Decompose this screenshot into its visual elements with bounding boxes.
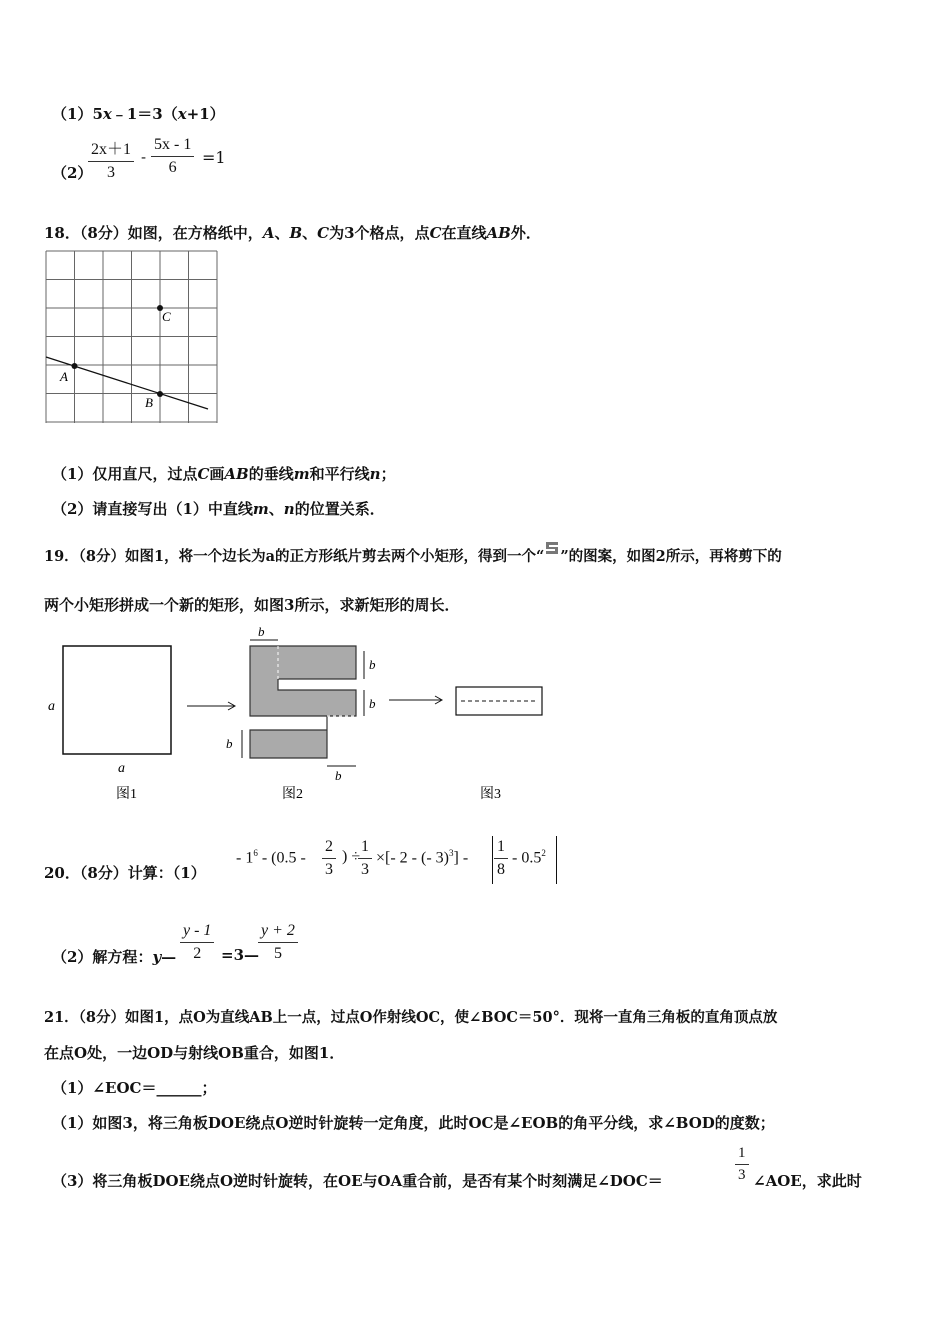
q20-fraction-2	[358, 838, 372, 879]
q18-sep1: 、	[274, 224, 290, 242]
q17-equals: =1	[202, 148, 226, 167]
q18-sub2-a: （2）请直接写出（1）中直线	[52, 500, 253, 518]
q18-sub1	[52, 463, 396, 484]
q17-p1-var2: x	[177, 105, 187, 123]
q17-p1-prefix: （1）	[52, 105, 93, 123]
q18-sub2-b: 、	[268, 500, 284, 518]
q17-p1-c: ﹣1＝3（	[111, 105, 178, 123]
q18-sub1-c: 的垂线	[248, 465, 294, 483]
q21-line1: 21．（8分）如图1，点O为直线AB上一点，过点O作射线OC，使∠BOC＝50°．现将一直角三角板的直角顶点放	[44, 1009, 778, 1026]
q20-abs-right-bar	[556, 836, 557, 884]
point-b	[157, 391, 163, 397]
q21-f-num: 1	[735, 1145, 749, 1165]
dim-b-bottom-label: b	[335, 768, 342, 783]
q17-f2-den: 6	[168, 159, 177, 176]
q17-p1-var: x	[102, 105, 112, 123]
q18-text-b: 为3个格点，点	[329, 224, 430, 242]
q20-g1-den: 2	[193, 945, 202, 962]
q18-sub1-m: m	[293, 465, 310, 483]
q17-f2-num: 5x - 1	[151, 136, 194, 157]
q20-f2-num: 1	[358, 838, 372, 859]
q20-head: 20．（8分）计算：（1）	[44, 864, 206, 882]
q20-fraction-4	[180, 922, 214, 963]
q17-part1	[52, 103, 225, 124]
q20-f3-num: 1	[494, 838, 508, 859]
q20-expr-3	[512, 848, 546, 867]
q20-e1: - 1	[236, 849, 254, 867]
q17-minus: -	[141, 148, 147, 166]
q19-line1-b: ”的图案，如图2所示，再将剪下的	[560, 548, 782, 565]
q17-f1-den: 3	[107, 164, 115, 181]
q20-e6: - 0.5	[512, 849, 542, 867]
q20-p2-c: =3—	[221, 946, 260, 964]
q18-var-c2: C	[429, 224, 442, 242]
q18-var-a: A	[262, 224, 275, 242]
q18-text-d: 外．	[510, 224, 541, 242]
q18-sub2-n: n	[283, 500, 295, 518]
q18-sep2: 、	[302, 224, 318, 242]
q20-g2-num: y + 2	[258, 922, 298, 943]
q20-e5: ] -	[453, 849, 469, 867]
q17-p1-e: +1）	[186, 105, 225, 123]
q19-line1	[44, 545, 782, 566]
q20-e3: ) ÷	[342, 848, 361, 865]
fig3-label: 图3	[480, 787, 501, 802]
q18-var-c: C	[317, 224, 330, 242]
q18-sub1-e: ；	[380, 465, 396, 483]
q18-stem	[44, 222, 541, 243]
q18-sub1-n: n	[369, 465, 381, 483]
q20-g1-num: y - 1	[180, 922, 214, 943]
label-b: B	[145, 395, 153, 410]
q20-expr-1	[236, 848, 306, 867]
q18-var-b: B	[289, 224, 303, 242]
q17-f1-num: 2x＋1	[88, 136, 134, 162]
q18-text-c: 在直线	[441, 224, 487, 242]
fig1-square	[63, 646, 171, 754]
q18-sub1-d: 和平行线	[309, 465, 370, 483]
q18-sub2-c: 的位置关系．	[294, 500, 385, 518]
q20-fraction-5	[258, 922, 298, 963]
q18-sub2-m: m	[252, 500, 269, 518]
fig2-s-shape	[250, 646, 356, 758]
q21-f-den: 3	[738, 1167, 746, 1183]
q21-sub3-b: ∠AOE，求此时	[753, 1172, 862, 1190]
q20-e4-sup: 3	[449, 848, 454, 858]
point-a	[72, 363, 78, 369]
fig1-label: 图1	[116, 787, 137, 802]
q20-e4: ×[- 2 - (- 3)	[376, 849, 449, 867]
q21-sub2: （1）如图3，将三角板DOE绕点O逆时针旋转一定角度，此时OC是∠EOB的角平分线，求∠BOD的度数；	[52, 1114, 775, 1132]
q21-sub3-a: （3）将三角板DOE绕点O逆时针旋转，在OE与OA重合前，是否有某个时刻满足∠DOC＝	[52, 1172, 663, 1190]
q20-f2-den: 3	[361, 861, 369, 878]
q20-p2-a: （2）解方程：	[52, 948, 153, 966]
q20-part2	[52, 946, 176, 967]
q20-f3-den: 8	[497, 861, 505, 878]
q17-p1-a: 5	[92, 105, 103, 123]
q20-fraction-3	[494, 838, 508, 879]
q18-sub2	[52, 498, 385, 519]
q20-e1-sup: 6	[253, 848, 258, 858]
q20-fraction-1	[322, 838, 336, 879]
q21-fraction	[735, 1145, 749, 1184]
dim-b-top-label: b	[258, 624, 265, 639]
q20-p2-b: —	[161, 948, 177, 966]
q20-f1-den: 3	[325, 861, 333, 878]
fig1-label-a-bottom: a	[118, 761, 125, 776]
q20-g2-den: 5	[273, 945, 282, 962]
q17-part2-prefix: （2）	[52, 164, 93, 182]
q19-line2: 两个小矩形拼成一个新的矩形，如图3所示，求新矩形的周长．	[44, 596, 460, 614]
q19-line1-a: 19．（8分）如图1，将一个边长为a的正方形纸片剪去两个小矩形，得到一个“	[44, 548, 545, 565]
q19-figures	[44, 622, 564, 808]
q20-e2: - (0.5 -	[257, 849, 306, 867]
s-shape-icon	[544, 541, 560, 555]
fig2-label: 图2	[282, 787, 303, 802]
q18-var-ab: AB	[486, 224, 511, 242]
dim-b-left-label: b	[226, 736, 233, 751]
fig1-label-a-side: a	[48, 699, 55, 714]
q20-f1-num: 2	[322, 838, 336, 859]
q20-abs-left-bar	[492, 836, 493, 884]
q18-sub1-c-var: C	[197, 465, 210, 483]
q18-sub1-ab-var: AB	[224, 465, 249, 483]
grid-lines	[46, 251, 217, 423]
q17-fraction-1	[88, 136, 134, 182]
q21-sub1: （1）∠EOC＝______；	[52, 1079, 217, 1097]
q20-e6-sup: 2	[541, 848, 546, 858]
dim-b-right1-label: b	[369, 657, 376, 672]
q18-grid-figure	[44, 249, 220, 425]
q21-line2: 在点O处，一边OD与射线OB重合，如图1．	[44, 1044, 345, 1062]
q18-sub1-b: 画	[209, 465, 225, 483]
q20-p2-y: y	[152, 948, 162, 966]
q17-fraction-2	[151, 136, 194, 177]
q18-sub1-a: （1）仅用直尺，过点	[52, 465, 198, 483]
q20-expr-2	[376, 848, 468, 867]
dim-b-right2-label: b	[369, 696, 376, 711]
q18-text-a: 18．（8分）如图，在方格纸中，	[44, 224, 263, 242]
label-a: A	[60, 369, 68, 384]
label-c: C	[162, 309, 171, 324]
